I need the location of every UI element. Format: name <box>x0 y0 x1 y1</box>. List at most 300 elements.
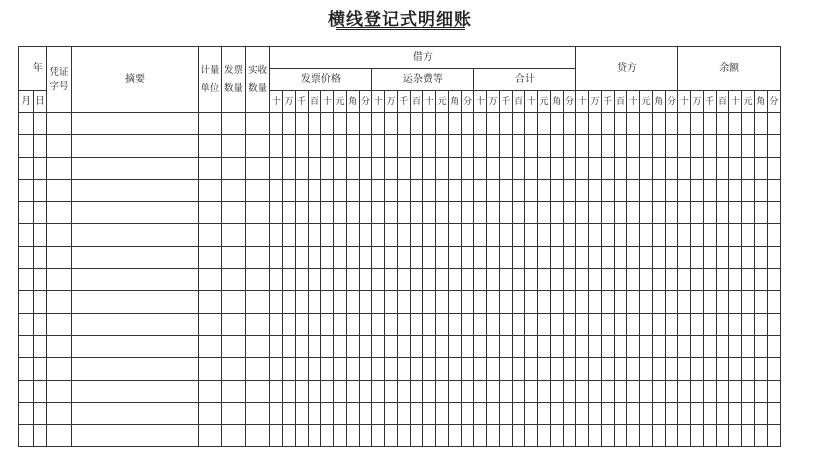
ledger-cell[interactable] <box>576 157 589 179</box>
ledger-cell[interactable] <box>550 269 563 291</box>
ledger-cell[interactable] <box>640 269 653 291</box>
ledger-cell[interactable] <box>359 358 372 380</box>
ledger-cell[interactable] <box>46 358 72 380</box>
ledger-cell[interactable] <box>372 380 385 402</box>
ledger-cell[interactable] <box>423 246 436 268</box>
ledger-cell[interactable] <box>550 135 563 157</box>
ledger-cell[interactable] <box>614 246 627 268</box>
ledger-cell[interactable] <box>397 202 410 224</box>
ledger-cell[interactable] <box>589 291 602 313</box>
ledger-cell[interactable] <box>385 335 398 357</box>
ledger-cell[interactable] <box>72 246 198 268</box>
ledger-cell[interactable] <box>19 246 34 268</box>
ledger-cell[interactable] <box>34 358 46 380</box>
ledger-cell[interactable] <box>321 157 334 179</box>
ledger-cell[interactable] <box>614 269 627 291</box>
ledger-cell[interactable] <box>716 202 729 224</box>
ledger-cell[interactable] <box>729 224 742 246</box>
ledger-cell[interactable] <box>308 202 321 224</box>
ledger-cell[interactable] <box>754 358 767 380</box>
ledger-cell[interactable] <box>359 113 372 135</box>
ledger-cell[interactable] <box>385 380 398 402</box>
ledger-cell[interactable] <box>461 113 474 135</box>
ledger-cell[interactable] <box>550 313 563 335</box>
ledger-cell[interactable] <box>222 135 246 157</box>
ledger-cell[interactable] <box>34 224 46 246</box>
ledger-cell[interactable] <box>334 224 347 246</box>
ledger-cell[interactable] <box>652 335 665 357</box>
ledger-cell[interactable] <box>410 380 423 402</box>
ledger-cell[interactable] <box>72 157 198 179</box>
ledger-cell[interactable] <box>359 380 372 402</box>
ledger-cell[interactable] <box>678 202 691 224</box>
ledger-cell[interactable] <box>525 269 538 291</box>
ledger-cell[interactable] <box>461 402 474 424</box>
ledger-cell[interactable] <box>423 402 436 424</box>
ledger-cell[interactable] <box>754 291 767 313</box>
ledger-cell[interactable] <box>729 425 742 447</box>
ledger-cell[interactable] <box>46 135 72 157</box>
ledger-cell[interactable] <box>652 179 665 201</box>
ledger-cell[interactable] <box>563 202 576 224</box>
ledger-cell[interactable] <box>436 157 449 179</box>
ledger-cell[interactable] <box>678 313 691 335</box>
ledger-cell[interactable] <box>499 402 512 424</box>
ledger-cell[interactable] <box>716 157 729 179</box>
ledger-cell[interactable] <box>461 335 474 357</box>
ledger-cell[interactable] <box>589 335 602 357</box>
ledger-cell[interactable] <box>563 313 576 335</box>
ledger-cell[interactable] <box>601 246 614 268</box>
ledger-cell[interactable] <box>742 313 755 335</box>
ledger-cell[interactable] <box>436 179 449 201</box>
ledger-cell[interactable] <box>321 291 334 313</box>
ledger-cell[interactable] <box>678 291 691 313</box>
ledger-cell[interactable] <box>359 269 372 291</box>
ledger-cell[interactable] <box>436 113 449 135</box>
ledger-cell[interactable] <box>334 335 347 357</box>
ledger-cell[interactable] <box>245 157 270 179</box>
ledger-cell[interactable] <box>678 269 691 291</box>
ledger-cell[interactable] <box>640 157 653 179</box>
ledger-cell[interactable] <box>436 425 449 447</box>
ledger-cell[interactable] <box>754 402 767 424</box>
ledger-cell[interactable] <box>487 380 500 402</box>
ledger-cell[interactable] <box>487 202 500 224</box>
ledger-cell[interactable] <box>563 179 576 201</box>
ledger-cell[interactable] <box>321 358 334 380</box>
ledger-cell[interactable] <box>321 246 334 268</box>
ledger-cell[interactable] <box>308 269 321 291</box>
ledger-cell[interactable] <box>359 135 372 157</box>
ledger-cell[interactable] <box>601 402 614 424</box>
ledger-cell[interactable] <box>678 246 691 268</box>
ledger-cell[interactable] <box>295 425 308 447</box>
ledger-cell[interactable] <box>359 179 372 201</box>
ledger-cell[interactable] <box>550 113 563 135</box>
ledger-cell[interactable] <box>742 135 755 157</box>
ledger-cell[interactable] <box>334 313 347 335</box>
ledger-cell[interactable] <box>691 157 704 179</box>
ledger-cell[interactable] <box>729 380 742 402</box>
ledger-cell[interactable] <box>46 402 72 424</box>
ledger-cell[interactable] <box>397 269 410 291</box>
ledger-cell[interactable] <box>691 202 704 224</box>
ledger-cell[interactable] <box>359 335 372 357</box>
ledger-cell[interactable] <box>512 425 525 447</box>
ledger-cell[interactable] <box>640 380 653 402</box>
ledger-cell[interactable] <box>742 113 755 135</box>
ledger-cell[interactable] <box>359 402 372 424</box>
ledger-cell[interactable] <box>46 113 72 135</box>
ledger-cell[interactable] <box>295 335 308 357</box>
ledger-cell[interactable] <box>397 425 410 447</box>
ledger-cell[interactable] <box>397 246 410 268</box>
ledger-cell[interactable] <box>716 113 729 135</box>
ledger-cell[interactable] <box>678 335 691 357</box>
ledger-cell[interactable] <box>372 157 385 179</box>
ledger-cell[interactable] <box>308 313 321 335</box>
ledger-cell[interactable] <box>308 135 321 157</box>
ledger-cell[interactable] <box>665 425 678 447</box>
ledger-cell[interactable] <box>270 335 283 357</box>
ledger-cell[interactable] <box>729 135 742 157</box>
ledger-cell[interactable] <box>270 224 283 246</box>
ledger-cell[interactable] <box>283 157 296 179</box>
ledger-cell[interactable] <box>563 135 576 157</box>
ledger-cell[interactable] <box>474 358 487 380</box>
ledger-cell[interactable] <box>742 358 755 380</box>
ledger-cell[interactable] <box>525 335 538 357</box>
ledger-cell[interactable] <box>550 224 563 246</box>
ledger-cell[interactable] <box>397 291 410 313</box>
ledger-cell[interactable] <box>652 202 665 224</box>
ledger-cell[interactable] <box>487 291 500 313</box>
ledger-cell[interactable] <box>308 224 321 246</box>
ledger-cell[interactable] <box>487 269 500 291</box>
ledger-cell[interactable] <box>46 425 72 447</box>
ledger-cell[interactable] <box>334 157 347 179</box>
ledger-cell[interactable] <box>46 313 72 335</box>
ledger-cell[interactable] <box>346 202 359 224</box>
ledger-cell[interactable] <box>436 246 449 268</box>
ledger-cell[interactable] <box>72 291 198 313</box>
ledger-cell[interactable] <box>538 425 551 447</box>
ledger-cell[interactable] <box>652 402 665 424</box>
ledger-cell[interactable] <box>385 269 398 291</box>
ledger-cell[interactable] <box>576 380 589 402</box>
ledger-cell[interactable] <box>346 358 359 380</box>
ledger-cell[interactable] <box>222 335 246 357</box>
ledger-cell[interactable] <box>512 269 525 291</box>
ledger-cell[interactable] <box>46 335 72 357</box>
ledger-cell[interactable] <box>614 113 627 135</box>
ledger-cell[interactable] <box>576 269 589 291</box>
ledger-cell[interactable] <box>716 335 729 357</box>
ledger-cell[interactable] <box>295 402 308 424</box>
ledger-cell[interactable] <box>410 402 423 424</box>
ledger-cell[interactable] <box>34 246 46 268</box>
ledger-cell[interactable] <box>46 269 72 291</box>
ledger-cell[interactable] <box>678 402 691 424</box>
ledger-cell[interactable] <box>198 135 222 157</box>
ledger-cell[interactable] <box>222 358 246 380</box>
ledger-cell[interactable] <box>295 113 308 135</box>
ledger-cell[interactable] <box>245 202 270 224</box>
ledger-cell[interactable] <box>222 224 246 246</box>
ledger-cell[interactable] <box>359 246 372 268</box>
ledger-cell[interactable] <box>691 113 704 135</box>
ledger-cell[interactable] <box>34 291 46 313</box>
ledger-cell[interactable] <box>270 269 283 291</box>
ledger-cell[interactable] <box>487 224 500 246</box>
ledger-cell[interactable] <box>461 269 474 291</box>
ledger-cell[interactable] <box>34 313 46 335</box>
ledger-cell[interactable] <box>295 179 308 201</box>
ledger-cell[interactable] <box>397 358 410 380</box>
ledger-cell[interactable] <box>385 246 398 268</box>
ledger-cell[interactable] <box>346 157 359 179</box>
ledger-cell[interactable] <box>397 335 410 357</box>
ledger-cell[interactable] <box>716 291 729 313</box>
ledger-cell[interactable] <box>767 113 780 135</box>
ledger-cell[interactable] <box>222 402 246 424</box>
ledger-cell[interactable] <box>423 291 436 313</box>
ledger-cell[interactable] <box>665 135 678 157</box>
ledger-cell[interactable] <box>538 380 551 402</box>
ledger-cell[interactable] <box>46 246 72 268</box>
ledger-cell[interactable] <box>436 335 449 357</box>
ledger-cell[interactable] <box>34 425 46 447</box>
ledger-cell[interactable] <box>742 202 755 224</box>
ledger-cell[interactable] <box>385 179 398 201</box>
ledger-cell[interactable] <box>372 135 385 157</box>
ledger-cell[interactable] <box>334 425 347 447</box>
ledger-cell[interactable] <box>550 335 563 357</box>
ledger-cell[interactable] <box>474 291 487 313</box>
ledger-cell[interactable] <box>359 157 372 179</box>
ledger-cell[interactable] <box>691 246 704 268</box>
ledger-cell[interactable] <box>665 313 678 335</box>
ledger-cell[interactable] <box>423 358 436 380</box>
ledger-cell[interactable] <box>627 291 640 313</box>
ledger-cell[interactable] <box>652 425 665 447</box>
ledger-cell[interactable] <box>538 113 551 135</box>
ledger-cell[interactable] <box>436 402 449 424</box>
ledger-cell[interactable] <box>525 425 538 447</box>
ledger-cell[interactable] <box>754 313 767 335</box>
ledger-cell[interactable] <box>308 113 321 135</box>
ledger-cell[interactable] <box>729 335 742 357</box>
ledger-cell[interactable] <box>448 179 461 201</box>
ledger-cell[interactable] <box>474 425 487 447</box>
ledger-cell[interactable] <box>512 202 525 224</box>
ledger-cell[interactable] <box>499 179 512 201</box>
ledger-cell[interactable] <box>652 157 665 179</box>
ledger-cell[interactable] <box>691 358 704 380</box>
ledger-cell[interactable] <box>295 358 308 380</box>
ledger-cell[interactable] <box>742 224 755 246</box>
ledger-cell[interactable] <box>589 358 602 380</box>
ledger-cell[interactable] <box>499 246 512 268</box>
ledger-cell[interactable] <box>499 224 512 246</box>
ledger-cell[interactable] <box>385 157 398 179</box>
ledger-cell[interactable] <box>72 179 198 201</box>
ledger-cell[interactable] <box>550 291 563 313</box>
ledger-cell[interactable] <box>601 335 614 357</box>
ledger-cell[interactable] <box>283 313 296 335</box>
ledger-cell[interactable] <box>601 135 614 157</box>
ledger-cell[interactable] <box>614 358 627 380</box>
ledger-cell[interactable] <box>627 224 640 246</box>
ledger-cell[interactable] <box>283 402 296 424</box>
ledger-cell[interactable] <box>703 224 716 246</box>
ledger-cell[interactable] <box>601 313 614 335</box>
ledger-cell[interactable] <box>729 179 742 201</box>
ledger-cell[interactable] <box>576 425 589 447</box>
ledger-cell[interactable] <box>538 202 551 224</box>
ledger-cell[interactable] <box>283 202 296 224</box>
ledger-cell[interactable] <box>423 224 436 246</box>
ledger-cell[interactable] <box>308 358 321 380</box>
ledger-cell[interactable] <box>512 380 525 402</box>
ledger-cell[interactable] <box>397 135 410 157</box>
ledger-cell[interactable] <box>487 402 500 424</box>
ledger-cell[interactable] <box>72 269 198 291</box>
ledger-cell[interactable] <box>385 224 398 246</box>
ledger-cell[interactable] <box>295 202 308 224</box>
ledger-cell[interactable] <box>295 246 308 268</box>
ledger-cell[interactable] <box>627 335 640 357</box>
ledger-cell[interactable] <box>397 380 410 402</box>
ledger-cell[interactable] <box>525 202 538 224</box>
ledger-cell[interactable] <box>410 202 423 224</box>
ledger-cell[interactable] <box>385 313 398 335</box>
ledger-cell[interactable] <box>652 246 665 268</box>
ledger-cell[interactable] <box>716 425 729 447</box>
ledger-cell[interactable] <box>72 358 198 380</box>
ledger-cell[interactable] <box>474 202 487 224</box>
ledger-cell[interactable] <box>525 135 538 157</box>
ledger-cell[interactable] <box>72 202 198 224</box>
ledger-cell[interactable] <box>512 313 525 335</box>
ledger-cell[interactable] <box>563 380 576 402</box>
ledger-cell[interactable] <box>448 291 461 313</box>
ledger-cell[interactable] <box>589 157 602 179</box>
ledger-cell[interactable] <box>19 135 34 157</box>
ledger-cell[interactable] <box>46 179 72 201</box>
ledger-cell[interactable] <box>678 135 691 157</box>
ledger-cell[interactable] <box>627 113 640 135</box>
ledger-cell[interactable] <box>46 380 72 402</box>
ledger-cell[interactable] <box>563 291 576 313</box>
ledger-cell[interactable] <box>474 179 487 201</box>
ledger-cell[interactable] <box>34 402 46 424</box>
ledger-cell[interactable] <box>652 380 665 402</box>
ledger-cell[interactable] <box>397 224 410 246</box>
ledger-cell[interactable] <box>222 157 246 179</box>
ledger-cell[interactable] <box>627 402 640 424</box>
ledger-cell[interactable] <box>665 358 678 380</box>
ledger-cell[interactable] <box>716 269 729 291</box>
ledger-cell[interactable] <box>295 291 308 313</box>
ledger-cell[interactable] <box>334 246 347 268</box>
ledger-cell[interactable] <box>601 380 614 402</box>
ledger-cell[interactable] <box>385 291 398 313</box>
ledger-cell[interactable] <box>576 335 589 357</box>
ledger-cell[interactable] <box>640 135 653 157</box>
ledger-cell[interactable] <box>283 291 296 313</box>
ledger-cell[interactable] <box>385 358 398 380</box>
ledger-cell[interactable] <box>640 202 653 224</box>
ledger-cell[interactable] <box>703 157 716 179</box>
ledger-cell[interactable] <box>627 313 640 335</box>
ledger-cell[interactable] <box>512 358 525 380</box>
ledger-cell[interactable] <box>410 425 423 447</box>
ledger-cell[interactable] <box>754 179 767 201</box>
ledger-cell[interactable] <box>321 425 334 447</box>
ledger-cell[interactable] <box>652 358 665 380</box>
ledger-cell[interactable] <box>487 335 500 357</box>
ledger-cell[interactable] <box>397 157 410 179</box>
ledger-cell[interactable] <box>461 179 474 201</box>
ledger-cell[interactable] <box>436 380 449 402</box>
ledger-cell[interactable] <box>19 313 34 335</box>
ledger-cell[interactable] <box>512 246 525 268</box>
ledger-cell[interactable] <box>397 179 410 201</box>
ledger-cell[interactable] <box>767 224 780 246</box>
ledger-cell[interactable] <box>283 135 296 157</box>
ledger-cell[interactable] <box>410 313 423 335</box>
ledger-cell[interactable] <box>397 113 410 135</box>
ledger-cell[interactable] <box>691 224 704 246</box>
ledger-cell[interactable] <box>245 380 270 402</box>
ledger-cell[interactable] <box>601 358 614 380</box>
ledger-cell[interactable] <box>397 313 410 335</box>
ledger-cell[interactable] <box>538 157 551 179</box>
ledger-cell[interactable] <box>576 113 589 135</box>
ledger-cell[interactable] <box>512 224 525 246</box>
ledger-cell[interactable] <box>487 113 500 135</box>
ledger-cell[interactable] <box>198 425 222 447</box>
ledger-cell[interactable] <box>665 269 678 291</box>
ledger-cell[interactable] <box>576 358 589 380</box>
ledger-cell[interactable] <box>448 335 461 357</box>
ledger-cell[interactable] <box>245 246 270 268</box>
ledger-cell[interactable] <box>550 402 563 424</box>
ledger-cell[interactable] <box>245 113 270 135</box>
ledger-cell[interactable] <box>499 202 512 224</box>
ledger-cell[interactable] <box>525 179 538 201</box>
ledger-cell[interactable] <box>346 313 359 335</box>
ledger-cell[interactable] <box>742 246 755 268</box>
ledger-cell[interactable] <box>576 179 589 201</box>
ledger-cell[interactable] <box>72 335 198 357</box>
ledger-cell[interactable] <box>627 202 640 224</box>
ledger-cell[interactable] <box>754 380 767 402</box>
ledger-cell[interactable] <box>767 246 780 268</box>
ledger-cell[interactable] <box>640 425 653 447</box>
ledger-cell[interactable] <box>754 335 767 357</box>
ledger-cell[interactable] <box>742 380 755 402</box>
ledger-cell[interactable] <box>614 202 627 224</box>
ledger-cell[interactable] <box>474 135 487 157</box>
ledger-cell[interactable] <box>550 380 563 402</box>
ledger-cell[interactable] <box>665 335 678 357</box>
ledger-cell[interactable] <box>334 202 347 224</box>
ledger-cell[interactable] <box>448 157 461 179</box>
ledger-cell[interactable] <box>34 135 46 157</box>
